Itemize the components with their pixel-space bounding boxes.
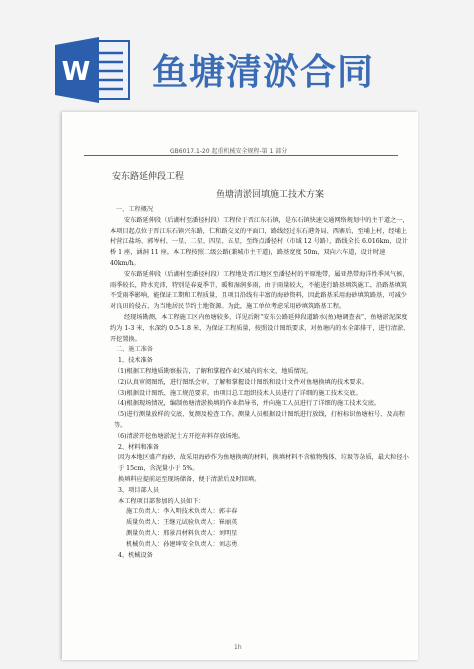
- project-title: 安东路延伸段工程: [112, 172, 185, 182]
- running-head-rule: [84, 155, 398, 156]
- list-item: （3)根据设计图纸、施工规范要求，由项目总工组织技术人员进行了详细的施工技术交底。: [114, 389, 362, 397]
- page-number: 1h: [234, 644, 242, 651]
- subsection-heading: 4、机械设备: [118, 551, 153, 559]
- word-document-icon: [55, 35, 133, 105]
- subsection-heading: 3、项目部人员: [118, 486, 160, 494]
- staff-line: 质量负责人：王继元试验负责人：崔丽英: [126, 519, 238, 527]
- header-banner: [0, 0, 474, 112]
- list-item: （1)根据工程地质勘察报告，了解和掌握作业区域内的水文、地质情况。: [114, 367, 313, 375]
- staff-line: 施工负责人：李入明技术负责人：郭丰春: [126, 508, 238, 516]
- banner-title: 鱼塘清淤合同: [152, 52, 375, 93]
- staff-line: 测量负责人：邢景昌材料负责人：刘明星: [126, 529, 238, 537]
- document-body: [110, 205, 412, 561]
- paragraph: 因为本地区盛产海砂，故采用海砂作为鱼塘换填的材料，换填材料不含植物残体、垃圾等杂质，最大粒径小于 15cm，含泥量小于 5%。: [118, 454, 409, 473]
- section-heading: 二、施工准备: [116, 346, 154, 354]
- running-head: GB6017.1-20 起重机械安全规程-第 1 部分: [170, 148, 288, 155]
- document-page: [62, 112, 418, 660]
- paragraph: 安东路延伸段（后湖村至潘径村段）工程位于晋江东石镇，是东石镇快速交通网络规划中的主干道之一，本项目起点位于晋江东石镇兴东路，仁和路交叉的平面口，路线经过东石港务局、西寨后、至埔上村，经埔上村营江盐场、郭岑村、一星、二星、四星、五星，至终点潘径村（市域 12 号路），路线全长 6.016km，设计桥 1 座，涵洞 11 座。本工程按照二级公路(兼城市主干道)，路基宽度 50m，双向六车道，设计时速 40km/h。: [110, 216, 409, 267]
- subsection-heading: 1、技术准备: [118, 357, 153, 365]
- document-title: 鱼塘清淤回填施工技术方案: [216, 190, 325, 200]
- word-icon-letter: W: [61, 57, 91, 87]
- list-item: （4)根据现场情况，编制鱼塘清淤换填的作业指导书，并向施工人员进行了详细的施工技术交底。: [114, 400, 381, 408]
- paragraph: 经现场勘测，本工程施工区内鱼塘较多，详见后附“安东公路延伸段道路水(鱼)塘调查表”，鱼塘淤泥深度约为 1-3 米，水深约 0.5-1.8 米，为保证工程质量，按照设计图纸要求，对鱼塘内的水全部排干，进行清淤、开挖置换。: [110, 313, 410, 343]
- subsection-heading: 2、材料和准备: [118, 443, 160, 451]
- list-item: （5)进行测量放样的交底、复测及检查工作。测量人员根据设计图纸进行放线，打桩标识鱼塘桩号、及高程等。: [114, 411, 405, 429]
- staff-line: 机械负责人：孙建坤安全负责人：刘志勇: [126, 540, 238, 548]
- list-item: （2)认真审阅图纸，进行图纸会审，了解和掌握设计图纸和设计文件对鱼塘换填的技术要求。: [114, 378, 368, 386]
- paragraph: 安东路延伸段（后湖村至潘径村段）工程地处晋江地区至潘径村的平原地带，属亚热带海洋性季风气候，雨季较长，降水充沛，特别是春夏季节，暖和湿润多雨，由于雨量较大，不能进行路基填筑施工，沿路基填筑不受雨季影响，能保证工期和工程质量，且项目沿线有丰富的海砂资料，因此路基采用海砂填筑路基，可减少对良田的侵占，为当地居民节约土地资源。为此，施工单位考虑采用砂填筑路基工程。: [110, 270, 409, 311]
- paragraph: 本工程项目部参加的人员如下：: [118, 497, 205, 505]
- paragraph: 换填料应提前运至现场储备，便于清淤后及时回填。: [118, 475, 261, 483]
- section-heading: 一、工程概况: [116, 206, 154, 213]
- list-item: （6)清淤开挖鱼塘淤泥土方开挖弃料存放场地。: [114, 432, 245, 440]
